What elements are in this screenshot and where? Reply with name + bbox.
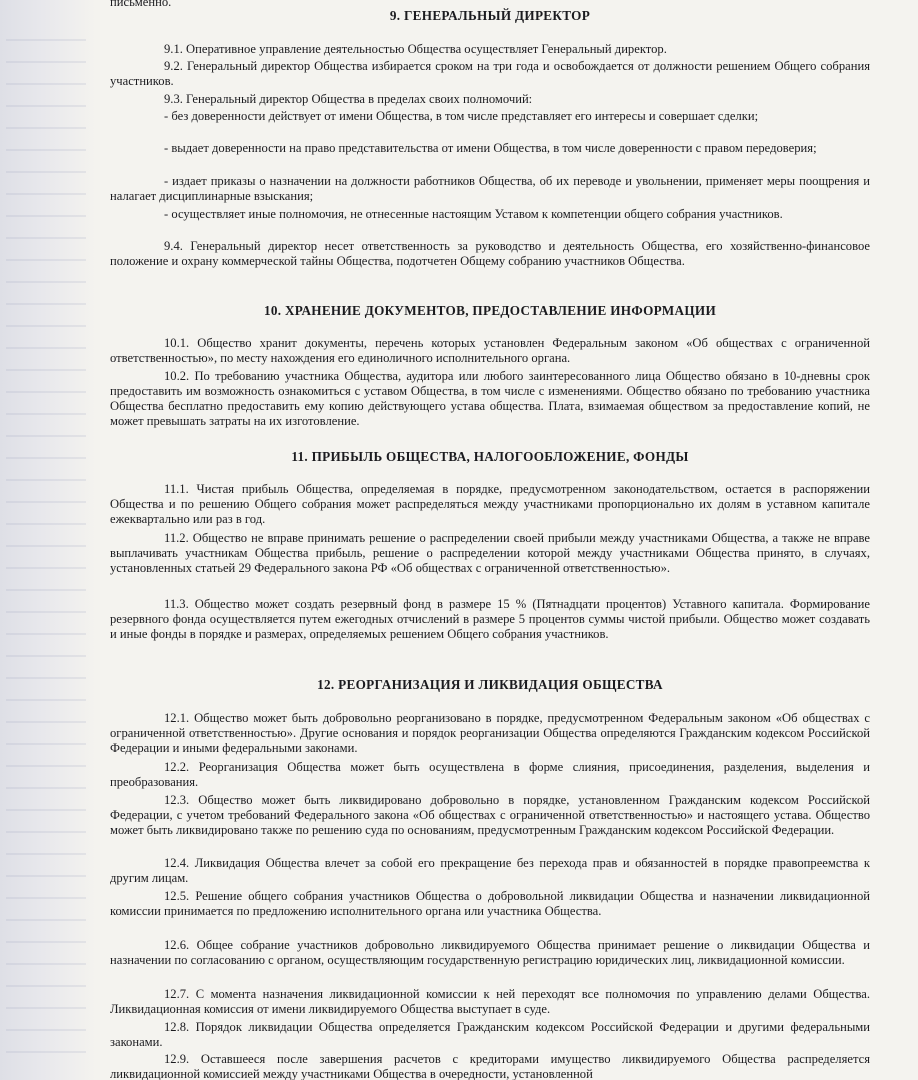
paragraph-12-1: 12.1. Общество может быть добровольно реорганизовано в порядке, предусмотренном Федеральным законом «Об обществах с ограниченной ответственностью». Другие основания и порядок реорганизации Общества определяются Гражданским кодексом Российской Федерации и иными федеральными законами. [110,711,870,755]
paragraph-9-3-item-3: - издает приказы о назначении на должности работников Общества, об их переводе и увольнении, применяет меры поощрения и налагает дисциплинарные взыскания; [110,174,870,203]
section-12-title: 12. РЕОРГАНИЗАЦИЯ И ЛИКВИДАЦИЯ ОБЩЕСТВА [317,677,663,692]
section-11-title: 11. ПРИБЫЛЬ ОБЩЕСТВА, НАЛОГООБЛОЖЕНИЕ, ФОНДЫ [291,449,689,464]
top-fragment: письменно. [110,0,172,9]
paragraph-9-3-item-1: - без доверенности действует от имени Общества, в том числе представляет его интересы и совершает сделки; [164,109,759,123]
paragraph-9-2: 9.2. Генеральный директор Общества избирается сроком на три года и освобождается от должности решением Общего собрания участников. [110,59,870,88]
paragraph-10-1: 10.1. Общество хранит документы, перечень которых установлен Федеральным законом «Об обществах с ограниченной ответственностью», по месту нахождения его единоличного исполнительного органа. [110,336,870,365]
paragraph-12-5: 12.5. Решение общего собрания участников Общества о добровольной ликвидации Общества и назначении ликвидационной комиссии принимается по предложению исполнительного органа или участника Общества. [110,889,870,918]
section-10-title: 10. ХРАНЕНИЕ ДОКУМЕНТОВ, ПРЕДОСТАВЛЕНИЕ ИНФОРМАЦИИ [263,303,717,318]
paragraph-12-9: 12.9. Оставшееся после завершения расчетов с кредиторами имущество ликвидируемого Общества распределяется ликвидационной комиссией между участниками Общества в очередности, установленной [110,1052,870,1080]
paragraph-12-3: 12.3. Общество может быть ликвидировано добровольно в порядке, установленном Гражданским кодексом Российской Федерации, с учетом требований Федерального закона «Об обществах с ограниченной ответственностью» и настоящего устава. Общество может быть ликвидировано также по решению суда по основаниям, предусмотренным Гражданским кодексом Российской Федерации. [110,793,870,837]
paragraph-11-3: 11.3. Общество может создать резервный фонд в размере 15 % (Пятнадцати процентов) Уставного капитала. Формирование резервного фонда осуществляется путем ежегодных отчислений в размере 5 процентов суммы чистой прибыли. Общество может создавать и иные фонды в порядке и размерах, определяемых решением Общего собрания участников. [110,597,870,641]
paragraph-12-2: 12.2. Реорганизация Общества может быть осуществлена в форме слияния, присоединения, разделения, выделения и преобразования. [110,760,870,789]
paragraph-9-3-item-4: - осуществляет иные полномочия, не отнесенные настоящим Уставом к компетенции общего собрания участников. [164,207,783,221]
scan-left-margin [0,0,96,1080]
paragraph-12-8: 12.8. Порядок ликвидации Общества определяется Гражданским кодексом Российской Федерации и другими федеральными законами. [110,1020,870,1049]
paragraph-11-1: 11.1. Чистая прибыль Общества, определяемая в порядке, предусмотренном законодательством, остается в распоряжении Общества и по решению Общего собрания может распределяться между участниками пропорционально их долям в уставном капитале ежеквартально или раз в год. [110,482,870,526]
paragraph-9-3: 9.3. Генеральный директор Общества в пределах своих полномочий: [164,92,533,106]
paragraph-11-2: 11.2. Общество не вправе принимать решение о распределении своей прибыли между участниками Общества, а также не вправе выплачивать участникам Общества прибыль, решение о распределении которой между участниками Общества принято, в случаях, установленных статьей 29 Федерального закона РФ «Об обществах с ограниченной ответственностью». [110,531,870,575]
paragraph-12-4: 12.4. Ликвидация Общества влечет за собой его прекращение без перехода прав и обязанностей в порядке правопреемства к другим лицам. [110,856,870,885]
paragraph-12-7: 12.7. С момента назначения ликвидационной комиссии к ней переходят все полномочия по управлению делами Общества. Ликвидационная комиссия от имени ликвидируемого Общества выступает в суде. [110,987,870,1016]
bleed-through-lines [6,30,86,1070]
paragraph-12-6: 12.6. Общее собрание участников добровольно ликвидируемого Общества принимает решение о ликвидации Общества и назначении по согласованию с органом, осуществляющим государственную регистрацию юридических лиц, ликвидационной комиссии. [110,938,870,967]
paragraph-9-4: 9.4. Генеральный директор несет ответственность за руководство и деятельность Общества, его хозяйственно-финансовое положение и охрану коммерческой тайны Общества, подотчетен Общему собранию участников Общества. [110,239,870,268]
paragraph-9-1: 9.1. Оперативное управление деятельностью Общества осуществляет Генеральный директор. [164,42,667,56]
section-9-title: 9. ГЕНЕРАЛЬНЫЙ ДИРЕКТОР [389,8,591,23]
paragraph-9-3-item-2: - выдает доверенности на право представительства от имени Общества, в том числе доверенности с правом передоверия; [164,141,817,155]
paragraph-10-2: 10.2. По требованию участника Общества, аудитора или любого заинтересованного лица Общество обязано в 10-дневны срок предоставить им возможность ознакомиться с уставом Общества, в том числе с изменениями. Общество обязано по требованию участника Общества бесплатно предоставить ему копию действующего устава общества. Плата, взимаемая обществом за предоставление копий, не может превышать затраты на их изготовление. [110,369,870,428]
